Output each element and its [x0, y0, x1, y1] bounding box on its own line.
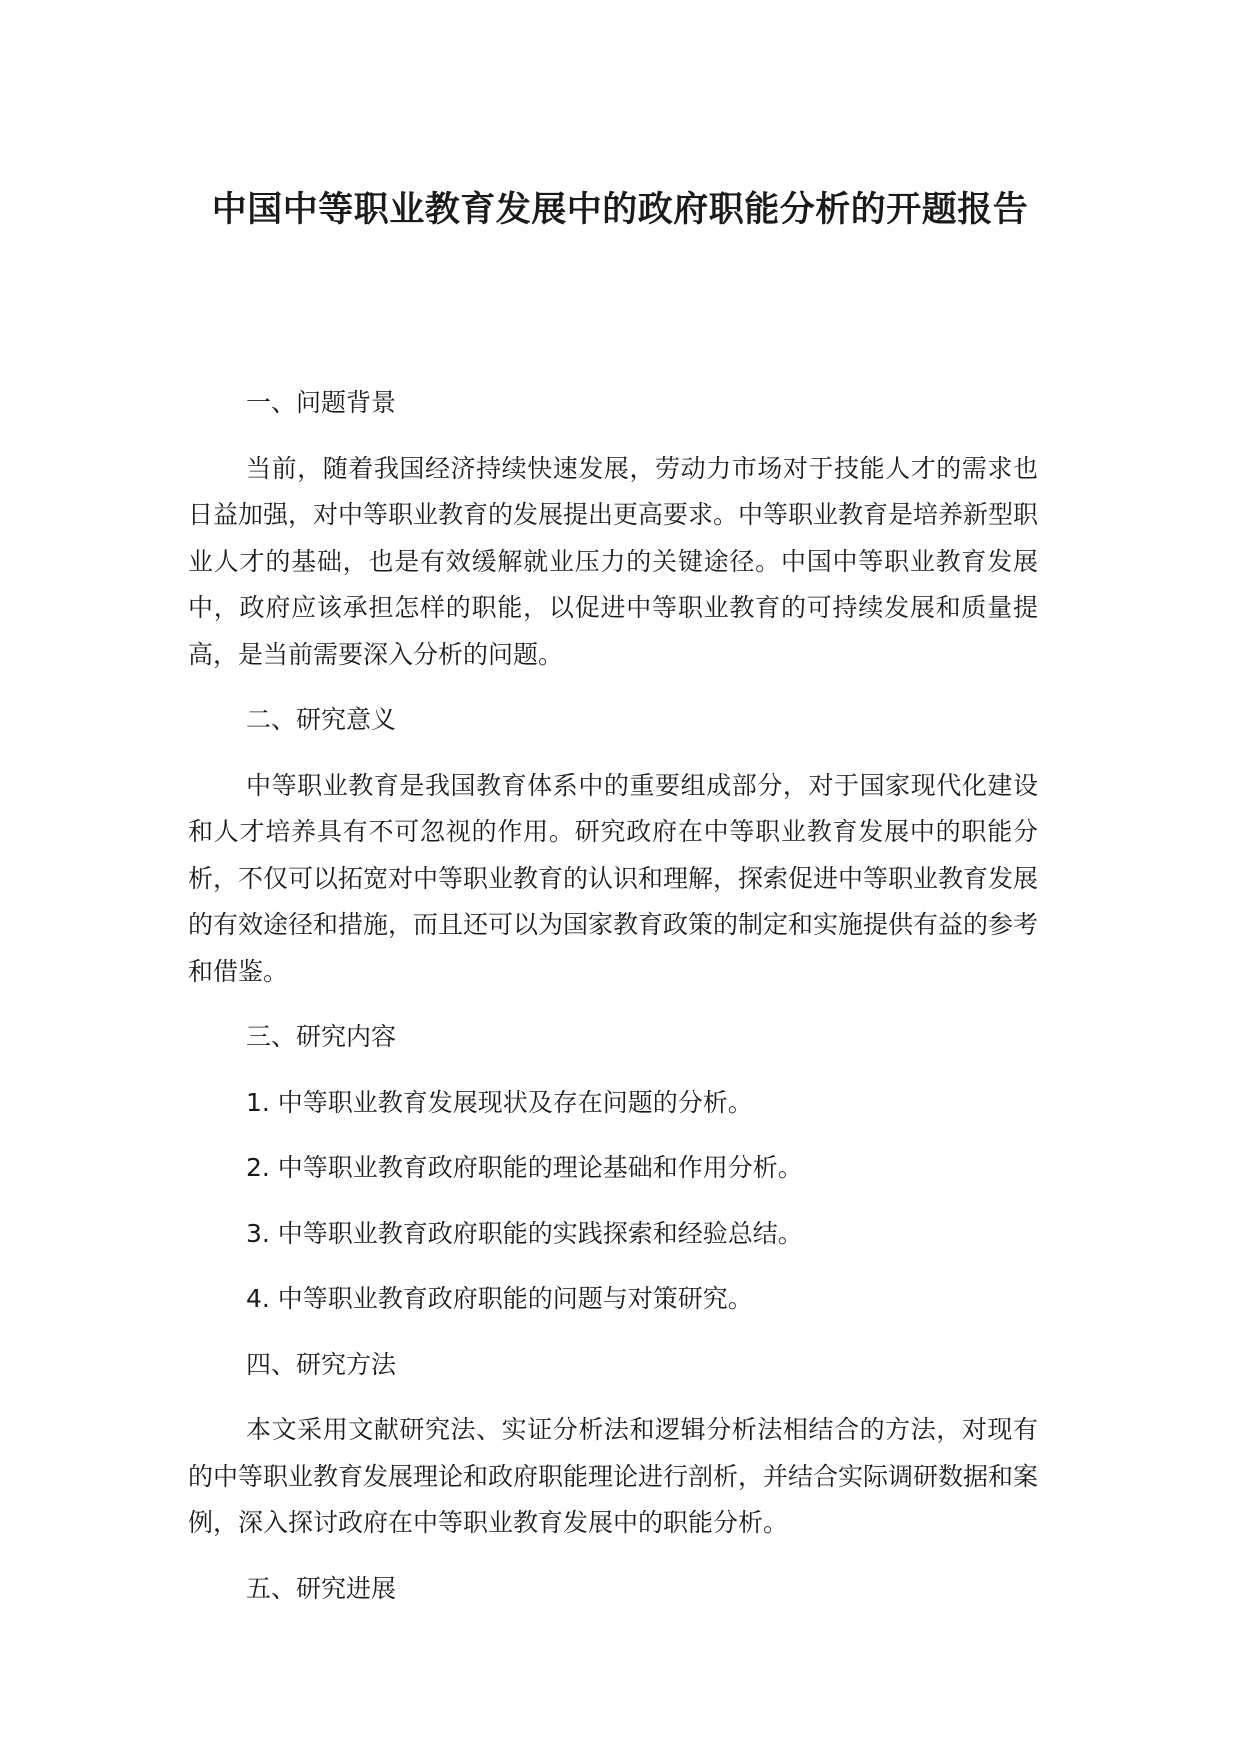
list-item: 1. 中等职业教育发展现状及存在问题的分析。 — [246, 1087, 753, 1117]
list-item: 4. 中等职业教育政府职能的问题与对策研究。 — [246, 1284, 753, 1313]
methods-paragraph: 本文采用文献研究法、实证分析法和逻辑分析法相结合的方法，对现有的中等职业教育发展理论和政府职能理论进行剖析，并结合实际调研数据和案例，深入探讨政府在中等职业教育发展中的职能分析。 — [188, 1415, 1039, 1537]
section-heading-progress: 五、研究进展 — [246, 1573, 397, 1603]
document-title: 中国中等职业教育发展中的政府职能分析的开题报告 — [211, 190, 1029, 230]
significance-paragraph: 中等职业教育是我国教育体系中的重要组成部分，对于国家现代化建设和人才培养具有不可忽视的作用。研究政府在中等职业教育发展中的职能分析，不仅可以拓宽对中等职业教育的认识和理解，探索促进中等职业教育发展的有效途径和措施，而且还可以为国家教育政策的制定和实施提供有益的参考和借鉴。 — [188, 770, 1039, 986]
background-paragraph: 当前，随着我国经济持续快速发展，劳动力市场对于技能人才的需求也日益加强，对中等职业教育的发展提出更高要求。中等职业教育是培养新型职业人才的基础，也是有效缓解就业压力的关键途径。中国中等职业教育发展中，政府应该承担怎样的职能，以促进中等职业教育的可持续发展和质量提高，是当前需要深入分析的问题。 — [188, 453, 1039, 669]
section-heading-significance: 二、研究意义 — [246, 705, 397, 734]
list-item: 3. 中等职业教育政府职能的实践探索和经验总结。 — [246, 1218, 803, 1248]
section-heading-methods: 四、研究方法 — [246, 1349, 397, 1379]
section-heading-content: 三、研究内容 — [246, 1022, 397, 1051]
section-heading-background: 一、问题背景 — [246, 388, 397, 417]
list-item: 2. 中等职业教育政府职能的理论基础和作用分析。 — [246, 1153, 803, 1182]
document-body — [188, 380, 1038, 1631]
